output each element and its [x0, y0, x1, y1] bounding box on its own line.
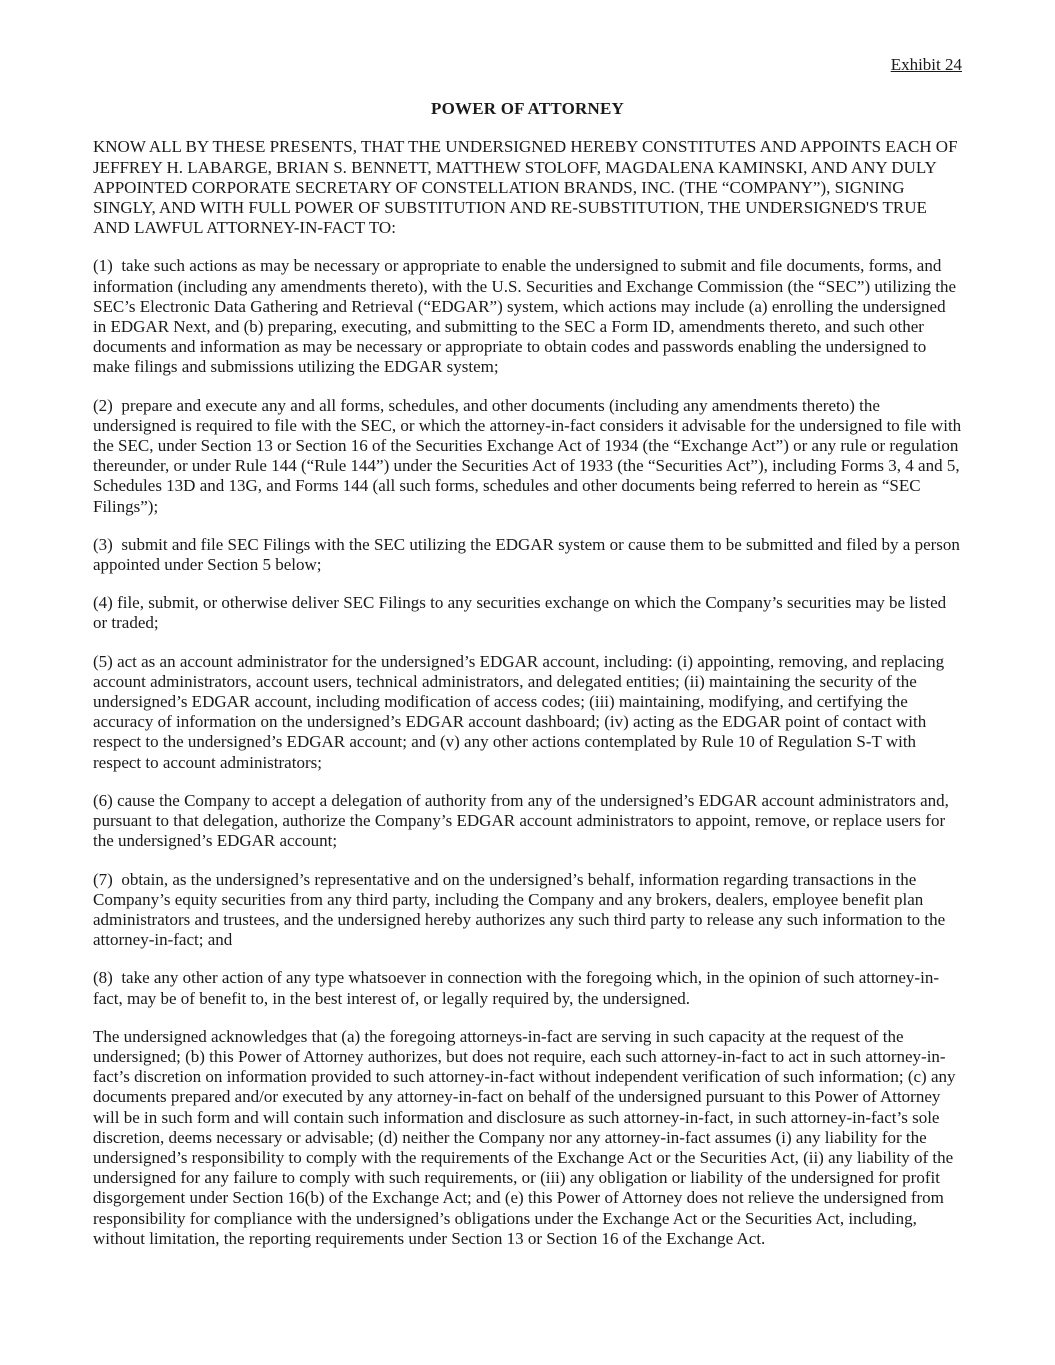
clause-4: (4) file, submit, or otherwise deliver SEC Filings to any securities exchange on which the Company’s securities may be listed or traded;	[93, 593, 951, 633]
clause-3: (3) submit and file SEC Filings with the SEC utilizing the EDGAR system or cause them to be submitted and filed by a person appointed under Section 5 below;	[93, 534, 965, 575]
clause-6: (6) cause the Company to accept a delegation of authority from any of the undersigned’s EDGAR account administrators and, pursuant to that delegation, authorize the Company’s EDGAR account administrators to appoint, remove, or replace users for the undersigned’s EDGAR account;	[93, 790, 954, 851]
clause-1: (1) take such actions as may be necessary or appropriate to enable the undersigned to submit and file documents, forms, and information (including any amendments thereto), with the U.S. Securities and Exchange Commission (the “SEC”) utilizing the SEC’s Electronic Data Gathering and Retrieval (“EDGAR”) system, which actions may include (a) enrolling the undersigned in EDGAR Next, and (b) preparing, executing, and submitting to the SEC a Form ID, amendments thereto, and such other documents and information as may be necessary or appropriate to obtain codes and passwords enabling the undersigned to make filings and submissions utilizing the EDGAR system;	[93, 256, 961, 377]
exhibit-label: Exhibit 24	[890, 55, 962, 74]
clause-5: (5) act as an account administrator for the undersigned’s EDGAR account, including: (i) appointing, removing, and replacing account administrators, account users, technical administrators, and delegated entities; (ii) maintaining the security of the undersigned’s EDGAR account, including modification of access codes; (iii) maintaining, modifying, and certifying the accuracy of information on the undersigned’s EDGAR account dashboard; (iv) acting as the EDGAR point of contact with respect to the undersigned’s EDGAR account; and (v) any other actions contemplated by Rule 10 of Regulation S-T with respect to account administrators;	[93, 651, 949, 772]
exhibit-line	[93, 55, 962, 75]
clause-7: (7) obtain, as the undersigned’s representative and on the undersigned’s behalf, information regarding transactions in the Company’s equity securities from any third party, including the Company and any brokers, dealers, employee benefit plan administrators and trustees, and the undersigned hereby authorizes any such third party to release any such information to the attorney-in-fact; and	[93, 869, 950, 950]
opening-paragraph: KNOW ALL BY THESE PRESENTS, THAT THE UNDERSIGNED HEREBY CONSTITUTES AND APPOINTS EACH OF JEFFREY H. LABARGE, BRIAN S. BENNETT, MATTHEW STOLOFF, MAGDALENA KAMINSKI, AND ANY DULY APPOINTED CORPORATE SECRETARY OF CONSTELLATION BRANDS, INC. (THE “COMPANY”), SIGNING SINGLY, AND WITH FULL POWER OF SUBSTITUTION AND RE-SUBSTITUTION, THE UNDERSIGNED'S TRUE AND LAWFUL ATTORNEY-IN-FACT TO:	[93, 137, 962, 238]
document-title: POWER OF ATTORNEY	[431, 99, 624, 119]
clause-2: (2) prepare and execute any and all forms, schedules, and other documents (including any amendments thereto) the undersigned is required to file with the SEC, or which the attorney-in-fact considers it advisable for the undersigned to file with the SEC, under Section 13 or Section 16 of the Securities Exchange Act of 1934 (the “Exchange Act”) or any rule or regulation thereunder, or under Rule 144 (“Rule 144”) under the Securities Act of 1933 (the “Securities Act”), including Forms 3, 4 and 5, Schedules 13D and 13G, and Forms 144 (all such forms, schedules and other documents being referred to herein as “SEC Filings”);	[93, 395, 966, 516]
closing-paragraph: The undersigned acknowledges that (a) the foregoing attorneys-in-fact are serving in such capacity at the request of the undersigned; (b) this Power of Attorney authorizes, but does not require, each such attorney-in-fact to act in such attorney-in-fact’s discretion on information provided to such attorney-in-fact without independent verification of such information; (c) any documents prepared and/or executed by any attorney-in-fact on behalf of the undersigned pursuant to this Power of Attorney will be in such form and will contain such information and disclosure as such attorney-in-fact, in such attorney-in-fact’s sole discretion, deems necessary or advisable; (d) neither the Company nor any attorney-in-fact assumes (i) any liability for the undersigned’s responsibility to comply with the requirements of the Exchange Act or the Securities Act, (ii) any liability of the undersigned for any failure to comply with such requirements, or (iii) any obligation or liability of the undersigned for profit disgorgement under Section 16(b) of the Exchange Act; and (e) this Power of Attorney does not relieve the undersigned from responsibility for compliance with the undersigned’s obligations under the Exchange Act or the Securities Act, including, without limitation, the reporting requirements under Section 13 or Section 16 of the Exchange Act.	[93, 1026, 960, 1248]
clause-8: (8) take any other action of any type whatsoever in connection with the foregoing which, in the opinion of such attorney-in-fact, may be of benefit to, in the best interest of, or legally required by, the undersigned.	[93, 968, 939, 1008]
